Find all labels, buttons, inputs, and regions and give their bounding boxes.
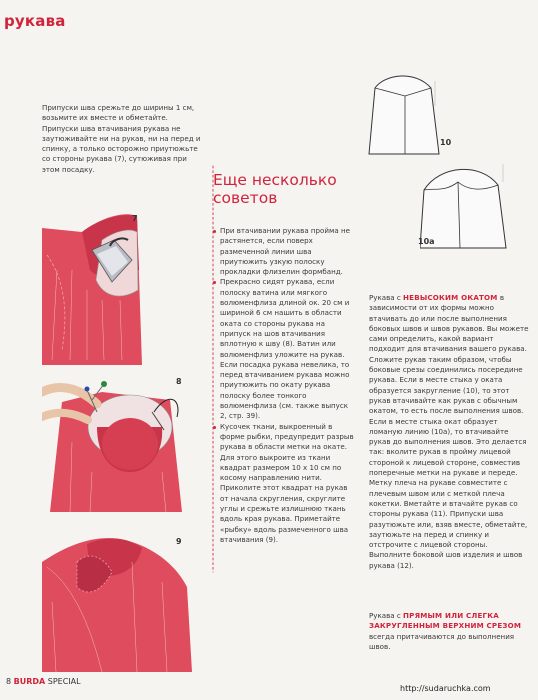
tip-item: При втачивании рукава пройма не растянется, если поверх размеченной линии шва приутюжить узкую полоску прокладки флизелин формбанд. (213, 226, 355, 277)
right-column-text-2 (369, 611, 529, 652)
figure-7-label: 7 (132, 214, 138, 223)
intro-paragraph-1: Припуски шва срежьте до ширины 1 см, возьмите их вместе и обметайте. (42, 103, 195, 123)
bullet-icon (213, 281, 216, 284)
figure-9-illustration (42, 532, 192, 672)
figure-10a-illustration (420, 160, 528, 250)
watermark-url: http://sudaruchka.com (400, 684, 491, 693)
page-number: 8 (6, 677, 12, 686)
figure-10-label: 10 (440, 138, 452, 147)
tips-title-line-2: советов (213, 189, 278, 207)
figure-10a-label: 10a (418, 237, 435, 246)
tips-title-line-1: Еще несколько (213, 171, 337, 189)
tip-item: Кусочек ткани, выкроенный в форме рыбки, предупредит разрыв рукава в области метки на окате. Для этого выкроите из ткани квадрат размером 10 х 10 см по косому направлению нити. Приколите этот квадрат на рукав от начала скругления, скруглите углы и срежьте излишнюю ткань вдоль края рукава. Приметайте «рыбку» вдоль размеченного шва втачивания (9). (213, 422, 355, 546)
figure-8-label: 8 (176, 377, 182, 386)
figure-10-illustration (365, 66, 475, 156)
page-footer (6, 677, 81, 686)
tips-title (213, 171, 337, 207)
figure-8-illustration (42, 372, 192, 512)
lead-highlight-2: ПРЯМЫМ ИЛИ СЛЕГКА ЗАКРУГЛЕННЫМ ВЕРХНИМ СРЕЗОМ (369, 611, 522, 631)
lead-text-2: Рукава с (369, 611, 404, 620)
tip-item: Прекрасно сидят рукава, если полоску ватина или мягкого волюменфлиза длиной ок. 20 см и шириной 6 см нашить в области оката со стороны рукава на припуск на шов втачивания вплотную к шву (8). Ватин или волюменфлиз уложите на рукав. Если посадка рукава невелика, то перед втачиванием рукава можно приутюжить по окату рукава полоску более тонкого волюменфлиза (см. также выпуск 2, стр. 39). (213, 277, 355, 421)
lead-text: Рукава с (369, 293, 404, 302)
brand-name: BURDA (13, 677, 46, 686)
figure-9-label: 9 (176, 537, 182, 546)
right-body: в зависимости от их формы можно втачивать до или после выполнения боковых швов и швов рукавов. Вы можете сами определить, какой вариант подходит для втачивания вашего рукава. Сложите рукав таким образом, чтобы боковые срезы соединились посередине рукава. Если в месте стыка у оката образуется закругление (10), то этот рукав втачивайте как рукав с обычным окатом, то есть после выполнения швов. Если в месте стыка окат образует ломаную линию (10a), то втачивайте рукав до выполнения швов. Это делается так: вколите рукав в пройму лицевой стороной к лицевой стороне, совместив поперечные метки на рукаве и переде. Метку плеча на рукаве совместите с плечевым швом или с меткой плеча кокетки. Вметайте и втачайте рукав со стороны рукава (11). Припуски шва разутюжьте или, взяв вместе, обметайте, заутюжьте на перед и спинку и отстрочите с лицевой стороны. Выполните боковой шов изделия и швов рукава (12). (369, 293, 529, 570)
right-body-2: всегда притачиваются до выполнения швов. (369, 631, 515, 651)
figure-7-illustration (42, 210, 167, 365)
section-title: рукава (4, 12, 66, 30)
right-column-text (369, 293, 529, 571)
bullet-icon (213, 230, 216, 233)
intro-text (42, 103, 202, 175)
bullet-icon (213, 426, 216, 429)
tips-list (213, 226, 355, 545)
brand-suffix: SPECIAL (47, 677, 81, 686)
lead-highlight: НЕВЫСОКИМ ОКАТОМ (403, 293, 498, 302)
intro-paragraph-2: Припуски шва втачивания рукава не заутюживайте ни на рукав, ни на перед и спинку, а только осторожно приутюжьте со стороны рукава (7), сутюживая при этом посадку. (42, 123, 201, 174)
